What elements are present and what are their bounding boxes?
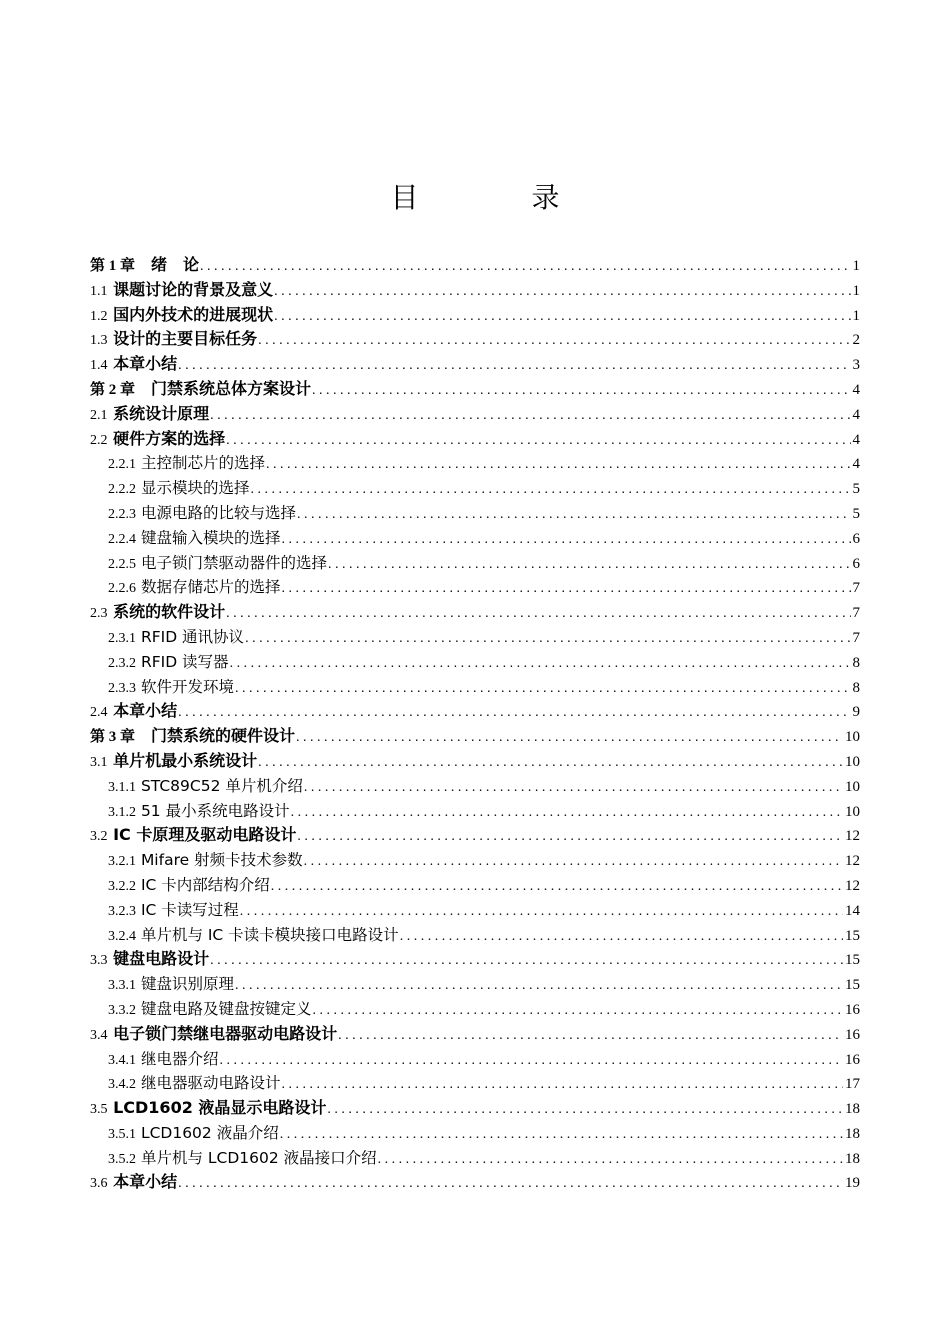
toc-entry-number: 2.2.1 bbox=[108, 457, 136, 473]
toc-entry-title bbox=[108, 650, 229, 675]
dot-leader bbox=[234, 677, 851, 700]
toc-page-number: 4 bbox=[852, 456, 860, 473]
toc-entry-title bbox=[90, 600, 225, 625]
toc-entry[interactable] bbox=[90, 278, 860, 303]
toc-entry-number: 3.4.1 bbox=[108, 1052, 136, 1068]
dot-leader bbox=[177, 354, 850, 377]
toc-entry-label: 绪 论 bbox=[151, 255, 200, 274]
toc-entry-title bbox=[108, 675, 234, 700]
toc-page-number: 16 bbox=[845, 1026, 860, 1043]
toc-entry[interactable] bbox=[90, 402, 860, 427]
toc-entry[interactable] bbox=[90, 898, 860, 923]
toc-entry[interactable] bbox=[90, 600, 860, 625]
toc-entry-number: 3.4 bbox=[90, 1027, 108, 1043]
toc-page-number: 5 bbox=[852, 505, 860, 522]
toc-entry-label: 门禁系统的硬件设计 bbox=[151, 726, 296, 746]
toc-entry-label: 课题讨论的背景及意义 bbox=[113, 279, 274, 299]
toc-entry-number: 1.3 bbox=[90, 333, 108, 349]
toc-entry-number: 2.3.2 bbox=[108, 655, 136, 671]
toc-page-number: 4 bbox=[852, 381, 860, 398]
toc-entry-number: 3.4.2 bbox=[108, 1077, 136, 1093]
toc-page-number: 16 bbox=[845, 1051, 860, 1068]
toc-entry[interactable] bbox=[90, 352, 860, 377]
dot-leader bbox=[265, 453, 851, 476]
toc-entry-number: 2.1 bbox=[90, 407, 108, 423]
toc-entry-number: 3.6 bbox=[90, 1176, 108, 1192]
toc-entry-title bbox=[108, 799, 290, 824]
toc-page-number: 10 bbox=[845, 753, 860, 770]
toc-entry[interactable] bbox=[90, 947, 860, 972]
toc-entry-number: 3.1 bbox=[90, 754, 108, 770]
dot-leader bbox=[327, 553, 851, 576]
toc-entry-number: 3.3 bbox=[90, 953, 108, 969]
toc-entry-label: Mifare 射频卡技术参数 bbox=[140, 851, 303, 870]
toc-entry-label: 51 最小系统电路设计 bbox=[140, 801, 290, 820]
toc-entry-title bbox=[108, 526, 280, 551]
dot-leader bbox=[257, 329, 850, 352]
toc-entry[interactable] bbox=[90, 724, 860, 749]
toc-entry-title bbox=[108, 1071, 280, 1096]
toc-page-number: 10 bbox=[845, 778, 860, 795]
toc-entry-number: 3.1.1 bbox=[108, 779, 136, 795]
toc-entry[interactable] bbox=[90, 253, 860, 278]
dot-leader bbox=[290, 801, 843, 824]
toc-page-number: 12 bbox=[845, 828, 860, 845]
dot-leader bbox=[399, 925, 843, 948]
toc-entry-title bbox=[90, 1170, 177, 1195]
toc-entry-label: IC 卡内部结构介绍 bbox=[140, 875, 270, 894]
toc-entry-title bbox=[108, 774, 303, 799]
table-of-contents bbox=[90, 253, 860, 1195]
toc-entry[interactable] bbox=[90, 575, 860, 600]
toc-entry-title bbox=[108, 451, 265, 476]
dot-leader bbox=[229, 652, 851, 675]
toc-entry-title bbox=[108, 625, 244, 650]
toc-entry-title bbox=[90, 253, 199, 278]
toc-entry-label: 键盘电路设计 bbox=[113, 949, 210, 969]
toc-entry[interactable] bbox=[90, 799, 860, 824]
toc-entry-number: 2.3 bbox=[90, 606, 108, 622]
dot-leader bbox=[218, 1049, 843, 1072]
toc-entry[interactable] bbox=[90, 476, 860, 501]
toc-page-number: 9 bbox=[852, 704, 860, 721]
toc-page-number: 4 bbox=[852, 431, 860, 448]
toc-page-number: 12 bbox=[845, 853, 860, 870]
toc-entry-number: 3.2.3 bbox=[108, 903, 136, 919]
toc-page-number: 15 bbox=[845, 927, 860, 944]
toc-entry[interactable] bbox=[90, 1170, 860, 1195]
toc-entry-label: STC89C52 单片机介绍 bbox=[140, 776, 303, 795]
toc-entry-label: 电源电路的比较与选择 bbox=[140, 503, 296, 522]
toc-entry-number: 3.2.1 bbox=[108, 854, 136, 870]
toc-entry[interactable] bbox=[90, 551, 860, 576]
dot-leader bbox=[296, 503, 851, 526]
toc-entry[interactable] bbox=[90, 699, 860, 724]
toc-entry-label: 系统的软件设计 bbox=[113, 602, 226, 622]
toc-entry-label: 键盘电路及键盘按键定义 bbox=[140, 999, 312, 1018]
toc-page-number: 12 bbox=[845, 877, 860, 894]
dot-leader bbox=[295, 726, 843, 749]
toc-entry-title bbox=[90, 377, 311, 402]
toc-page-number: 7 bbox=[852, 605, 860, 622]
dot-leader bbox=[209, 949, 843, 972]
toc-entry-label: RFID 通讯协议 bbox=[140, 627, 245, 646]
toc-entry-number: 第 2 章 bbox=[90, 381, 136, 398]
toc-entry-number: 第 1 章 bbox=[90, 258, 136, 274]
toc-entry-number: 2.4 bbox=[90, 705, 108, 721]
toc-page-number: 1 bbox=[852, 258, 860, 274]
toc-entry[interactable] bbox=[90, 675, 860, 700]
toc-entry-title bbox=[90, 699, 177, 724]
dot-leader bbox=[225, 429, 850, 452]
toc-page-number: 18 bbox=[845, 1150, 860, 1167]
dot-leader bbox=[199, 255, 850, 278]
toc-entry-title bbox=[108, 575, 280, 600]
toc-entry[interactable] bbox=[90, 923, 860, 948]
toc-entry-title bbox=[108, 501, 296, 526]
toc-entry-label: 设计的主要目标任务 bbox=[113, 329, 258, 349]
toc-entry-title bbox=[90, 947, 209, 972]
dot-leader bbox=[280, 528, 850, 551]
toc-entry[interactable] bbox=[90, 1121, 860, 1146]
toc-entry-number: 3.3.2 bbox=[108, 1002, 136, 1018]
dot-leader bbox=[377, 1148, 843, 1171]
toc-page-number: 7 bbox=[852, 580, 860, 597]
toc-entry-number: 2.2.5 bbox=[108, 556, 136, 572]
toc-entry[interactable] bbox=[90, 377, 860, 402]
toc-entry-number: 1.4 bbox=[90, 358, 108, 374]
dot-leader bbox=[234, 974, 843, 997]
toc-page-number: 14 bbox=[845, 902, 860, 919]
toc-entry-title bbox=[108, 551, 327, 576]
toc-entry[interactable] bbox=[90, 1146, 860, 1171]
dot-leader bbox=[244, 627, 850, 650]
toc-entry-number: 3.5.2 bbox=[108, 1151, 136, 1167]
toc-entry[interactable] bbox=[90, 327, 860, 352]
toc-entry-number: 3.5.1 bbox=[108, 1126, 136, 1142]
toc-page-number: 16 bbox=[845, 1001, 860, 1018]
toc-page-number: 10 bbox=[845, 803, 860, 820]
toc-entry-title bbox=[108, 848, 303, 873]
toc-entry-label: 软件开发环境 bbox=[140, 677, 234, 696]
dot-leader bbox=[225, 602, 850, 625]
toc-entry-label: 系统设计原理 bbox=[113, 403, 210, 423]
toc-page-number: 7 bbox=[852, 629, 860, 646]
toc-page-number: 8 bbox=[852, 679, 860, 696]
toc-entry[interactable] bbox=[90, 1022, 860, 1047]
toc-entry-label: 继电器介绍 bbox=[140, 1049, 219, 1068]
toc-entry-label: 电子锁门禁继电器驱动电路设计 bbox=[113, 1023, 338, 1043]
toc-entry-title bbox=[90, 303, 273, 328]
toc-entry-label: IC 卡读写过程 bbox=[140, 900, 239, 919]
toc-entry[interactable] bbox=[90, 1071, 860, 1096]
dot-leader bbox=[177, 1172, 843, 1195]
toc-entry-number: 第 3 章 bbox=[90, 729, 136, 746]
toc-entry-number: 3.2 bbox=[90, 829, 108, 845]
toc-entry-label: 硬件方案的选择 bbox=[113, 428, 226, 448]
dot-leader bbox=[270, 875, 843, 898]
toc-entry-label: IC 卡原理及驱动电路设计 bbox=[113, 825, 297, 845]
dot-leader bbox=[303, 776, 843, 799]
toc-entry-label: 电子锁门禁驱动器件的选择 bbox=[140, 553, 327, 572]
toc-entry[interactable] bbox=[90, 1047, 860, 1072]
toc-entry-number: 3.1.2 bbox=[108, 804, 136, 820]
toc-page-number: 8 bbox=[852, 654, 860, 671]
toc-entry-label: 门禁系统总体方案设计 bbox=[151, 378, 312, 398]
toc-entry-title bbox=[90, 823, 296, 848]
toc-entry-label: 单片机与 IC 卡读卡模块接口电路设计 bbox=[140, 925, 399, 944]
toc-entry[interactable] bbox=[90, 749, 860, 774]
toc-entry-title bbox=[108, 476, 249, 501]
toc-page-number: 15 bbox=[845, 977, 860, 994]
toc-entry-label: LCD1602 液晶显示电路设计 bbox=[113, 1098, 327, 1118]
dot-leader bbox=[257, 751, 843, 774]
dot-leader bbox=[273, 305, 850, 328]
toc-entry-number: 3.3.1 bbox=[108, 978, 136, 994]
toc-entry[interactable] bbox=[90, 972, 860, 997]
toc-entry-title bbox=[90, 278, 273, 303]
toc-page-number: 5 bbox=[852, 481, 860, 498]
toc-entry[interactable] bbox=[90, 501, 860, 526]
toc-entry-number: 2.2 bbox=[90, 432, 108, 448]
toc-entry-label: 数据存储芯片的选择 bbox=[140, 578, 281, 597]
toc-entry-number: 2.2.2 bbox=[108, 482, 136, 498]
dot-leader bbox=[209, 404, 850, 427]
dot-leader bbox=[239, 900, 843, 923]
toc-page-number: 15 bbox=[845, 952, 860, 969]
toc-page-number: 17 bbox=[845, 1076, 860, 1093]
dot-leader bbox=[296, 825, 843, 848]
toc-page-number: 19 bbox=[845, 1175, 860, 1192]
dot-leader bbox=[280, 1073, 843, 1096]
dot-leader bbox=[337, 1024, 843, 1047]
toc-page-number: 10 bbox=[845, 729, 860, 746]
toc-page-number: 1 bbox=[852, 282, 860, 299]
toc-entry-label: RFID 读写器 bbox=[140, 652, 229, 671]
toc-entry[interactable] bbox=[90, 303, 860, 328]
toc-entry-title bbox=[90, 724, 295, 749]
dot-leader bbox=[311, 379, 850, 402]
toc-entry-number: 3.5 bbox=[90, 1102, 108, 1118]
toc-entry[interactable] bbox=[90, 625, 860, 650]
toc-entry-label: 本章小结 bbox=[113, 1172, 178, 1192]
dot-leader bbox=[280, 577, 850, 600]
toc-entry-title bbox=[90, 427, 225, 452]
toc-page-number: 6 bbox=[852, 530, 860, 547]
dot-leader bbox=[273, 280, 850, 303]
toc-entry-title bbox=[90, 402, 209, 427]
toc-entry[interactable] bbox=[90, 526, 860, 551]
toc-entry-title bbox=[90, 1022, 337, 1047]
toc-entry-title bbox=[108, 923, 399, 948]
toc-entry-number: 3.2.4 bbox=[108, 928, 136, 944]
toc-entry-title bbox=[108, 1146, 377, 1171]
toc-entry-number: 2.2.6 bbox=[108, 581, 136, 597]
toc-entry-number: 2.2.3 bbox=[108, 506, 136, 522]
toc-entry-title bbox=[108, 972, 234, 997]
toc-entry-label: 显示模块的选择 bbox=[140, 479, 250, 498]
toc-page-number: 3 bbox=[852, 357, 860, 374]
dot-leader bbox=[177, 701, 850, 724]
toc-page-number: 4 bbox=[852, 406, 860, 423]
toc-entry-number: 2.2.4 bbox=[108, 531, 136, 547]
toc-entry-title bbox=[108, 898, 239, 923]
toc-entry-number: 2.3.3 bbox=[108, 680, 136, 696]
toc-entry-title bbox=[90, 352, 177, 377]
toc-entry[interactable] bbox=[90, 427, 860, 452]
toc-entry[interactable] bbox=[90, 650, 860, 675]
toc-entry-label: LCD1602 液晶介绍 bbox=[140, 1123, 279, 1142]
toc-entry-label: 单片机与 LCD1602 液晶接口介绍 bbox=[140, 1148, 377, 1167]
toc-entry[interactable] bbox=[90, 1096, 860, 1121]
toc-entry-title bbox=[90, 327, 257, 352]
toc-entry-number: 1.1 bbox=[90, 283, 108, 299]
toc-page-number: 6 bbox=[852, 555, 860, 572]
toc-entry-title bbox=[108, 1047, 218, 1072]
toc-entry-title bbox=[108, 1121, 279, 1146]
toc-entry-label: 本章小结 bbox=[113, 354, 178, 374]
toc-entry[interactable] bbox=[90, 451, 860, 476]
toc-entry-label: 继电器驱动电路设计 bbox=[140, 1074, 281, 1093]
toc-page-number: 2 bbox=[852, 332, 860, 349]
toc-page-number: 18 bbox=[845, 1101, 860, 1118]
toc-entry-number: 1.2 bbox=[90, 308, 108, 324]
toc-entry-label: 单片机最小系统设计 bbox=[113, 750, 258, 770]
toc-entry[interactable] bbox=[90, 774, 860, 799]
dot-leader bbox=[311, 999, 843, 1022]
toc-entry-title bbox=[108, 873, 270, 898]
toc-entry-number: 3.2.2 bbox=[108, 878, 136, 894]
dot-leader bbox=[279, 1123, 843, 1146]
dot-leader bbox=[303, 850, 843, 873]
toc-entry[interactable] bbox=[90, 848, 860, 873]
toc-entry[interactable] bbox=[90, 997, 860, 1022]
toc-entry-title bbox=[108, 997, 311, 1022]
toc-entry[interactable] bbox=[90, 823, 860, 848]
dot-leader bbox=[249, 478, 850, 501]
toc-entry-number: 2.3.1 bbox=[108, 630, 136, 646]
toc-entry-label: 键盘输入模块的选择 bbox=[140, 528, 281, 547]
toc-entry-label: 本章小结 bbox=[113, 701, 178, 721]
toc-entry-label: 键盘识别原理 bbox=[140, 975, 234, 994]
page-title: 目 录 bbox=[390, 181, 612, 214]
dot-leader bbox=[326, 1098, 843, 1121]
toc-page-number: 1 bbox=[852, 307, 860, 324]
toc-entry-label: 国内外技术的进展现状 bbox=[113, 304, 274, 324]
toc-entry-title bbox=[90, 1096, 326, 1121]
toc-entry-label: 主控制芯片的选择 bbox=[140, 454, 265, 473]
toc-page-number: 18 bbox=[845, 1125, 860, 1142]
toc-entry-title bbox=[90, 749, 257, 774]
toc-entry[interactable] bbox=[90, 873, 860, 898]
